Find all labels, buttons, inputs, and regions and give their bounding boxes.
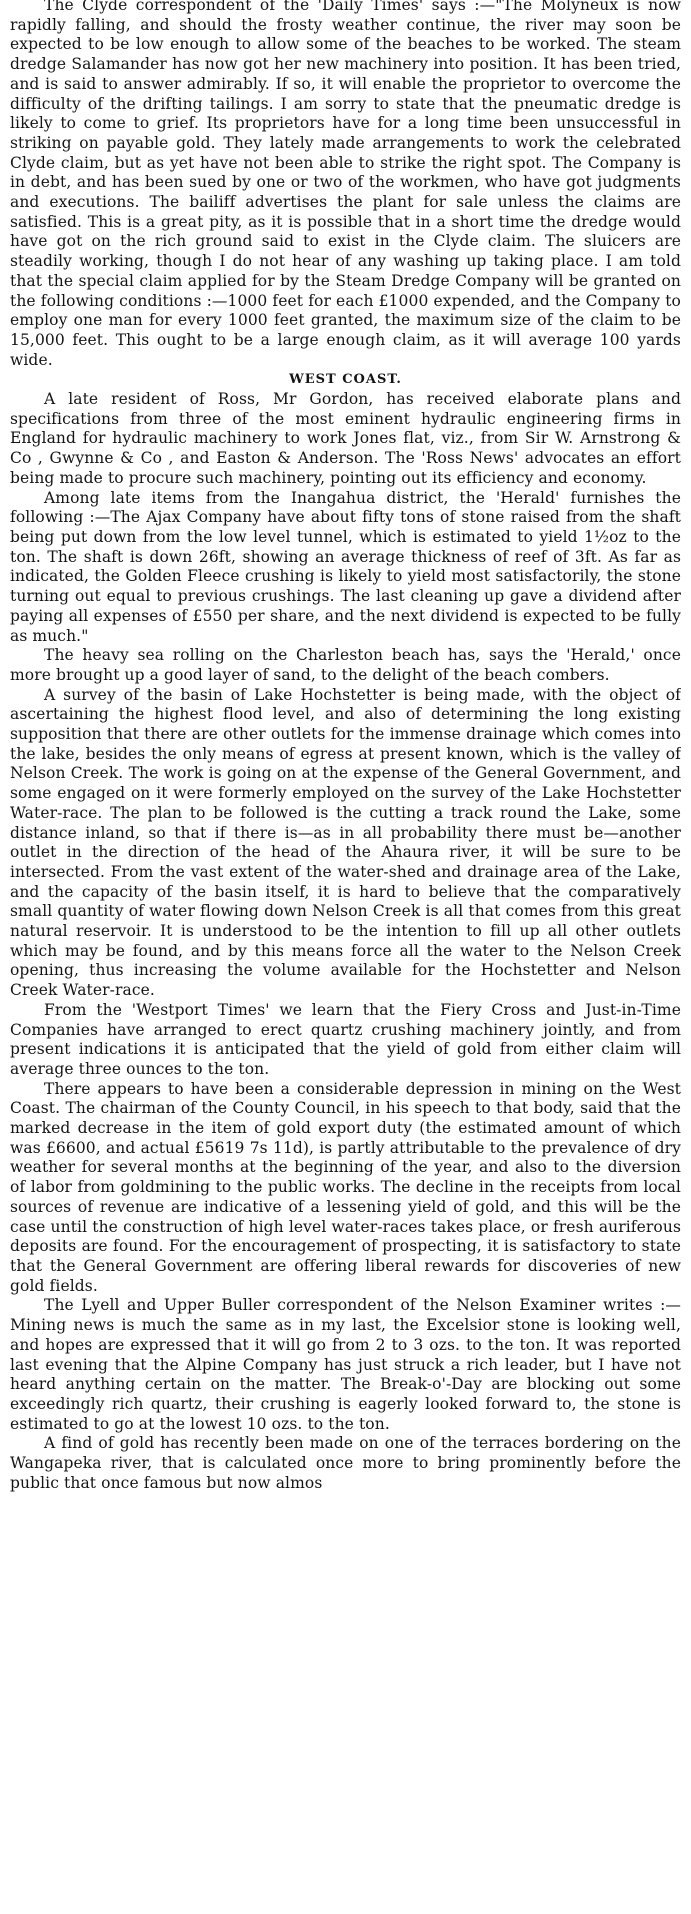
article-paragraph-clyde: The Clyde correspondent of the 'Daily Times' says :—"The Molyneux is now rapidly falling, and should the frosty weather continue, the river may soon be expected to be low enough to allow some of the beaches to be worked. The steam dredge Salamander has now got her new machinery into position. It has been tried, and is said to answer admirably. If so, it will enable the proprietor to overcome the difficulty of the drifting tailings. I am sorry to state that the pneumatic dredge is likely to come to grief. Its proprietors have for a long time been unsuccessful in striking on payable gold. They lately made arrangements to work the celebrated Clyde claim, but as yet have not been able to strike the right spot. The Company is in debt, and has been sued by one or two of the workmen, who have got judgments and executions. The bailiff advertises the plant for sale unless the claims are satisfied. This is a great pity, as it is possible that in a short time the dredge would have got on the rich ground said to exist in the Clyde claim. The sluicers are steadily working, though I do not hear of any washing up taking place. I am told that the special claim applied for by the Steam Dredge Company will be granted on the following conditions :—1000 feet for each £1000 expended, and the Company to employ one man for every 1000 feet granted, the maximum size of the claim to be 15,000 feet. This ought to be a large enough claim, as it will average 100 yards wide.: [10, 0, 681, 369]
article-paragraph-charleston: The heavy sea rolling on the Charleston beach has, says the 'Herald,' once more brought up a good layer of sand, to the delight of the beach combers.: [10, 646, 681, 684]
newspaper-column: [10, 0, 681, 1914]
article-paragraph-wangapeka: A find of gold has recently been made on one of the terraces bordering on the Wangapeka river, that is calculated once more to bring prominently before the public that once famous but now almos: [10, 1434, 681, 1492]
article-paragraph-ross: A late resident of Ross, Mr Gordon, has received elaborate plans and specifications from three of the most eminent hydraulic engineering firms in England for hydraulic machinery to work Jones flat, viz., from Sir W. Arnstrong & Co , Gwynne & Co , and Easton & Anderson. The 'Ross News' advocates an effort being made to procure such machinery, pointing out its efficiency and economy.: [10, 390, 681, 487]
article-paragraph-inangahua: Among late items from the Inangahua district, the 'Herald' furnishes the following :—The Ajax Company have about fifty tons of stone raised from the shaft being put down from the low level tunnel, which is estimated to yield 1½oz to the ton. The shaft is down 26ft, showing an average thickness of reef of 3ft. As far as indicated, the Golden Fleece crushing is likely to yield most satisfactorily, the stone turning out equal to previous crushings. The last cleaning up gave a dividend after paying all expenses of £550 per share, and the next dividend is expected to be fully as much.": [10, 488, 681, 645]
article-paragraph-westport: From the 'Westport Times' we learn that the Fiery Cross and Just-in-Time Companies have arranged to erect quartz crushing machinery jointly, and from present indications it is anticipated that the yield of gold from either claim will average three ounces to the ton.: [10, 1000, 681, 1078]
article-paragraph-hochstetter: A survey of the basin of Lake Hochstetter is being made, with the object of ascertaining the highest flood level, and also of determining the long existing supposition that there are other outlets for the immense drainage which comes into the lake, besides the only means of egress at present known, which is the valley of Nelson Creek. The work is going on at the expense of the General Government, and some engaged on it were formerly employed on the survey of the Lake Hochstetter Water-race. The plan to be followed is the cutting a track round the Lake, some distance inland, so that if there is—as in all probability there must be—another outlet in the direction of the head of the Ahaura river, it will be sure to be intersected. From the vast extent of the water-shed and drainage area of the Lake, and the capacity of the basin itself, it is hard to believe that the comparatively small quantity of water flowing down Nelson Creek is all that comes from this great natural reservoir. It is understood to be the intention to fill up all other outlets which may be found, and by this means force all the water to the Nelson Creek opening, thus increasing the volume available for the Hochstetter and Nelson Creek Water-race.: [10, 685, 681, 1000]
article-paragraph-depression: There appears to have been a considerable depression in mining on the West Coast. The chairman of the County Council, in his speech to that body, said that the marked decrease in the item of gold export duty (the estimated amount of which was £6600, and actual £5619 7s 11d), is partly attributable to the prevalence of dry weather for several months at the beginning of the year, and also to the diversion of labor from goldmining to the public works. The decline in the receipts from local sources of revenue are indicative of a lessening yield of gold, and this will be the case until the construction of high level water-races takes place, or fresh auriferous deposits are found. For the encouragement of prospecting, it is satisfactory to state that the General Government are offering liberal rewards for discoveries of new gold fields.: [10, 1079, 681, 1295]
article-paragraph-lyell: The Lyell and Upper Buller correspondent of the Nelson Examiner writes :—Mining news is much the same as in my last, the Excelsior stone is looking well, and hopes are expressed that it will go from 2 to 3 ozs. to the ton. It was reported last evening that the Alpine Company has just struck a rich leader, but I have not heard anything certain on the matter. The Break-o'-Day are blocking out some exceedingly rich quartz, their crushing is eagerly looked forward to, the stone is estimated to go at the lowest 10 ozs. to the ton.: [10, 1296, 681, 1433]
section-heading-west-coast: WEST COAST.: [289, 372, 402, 388]
